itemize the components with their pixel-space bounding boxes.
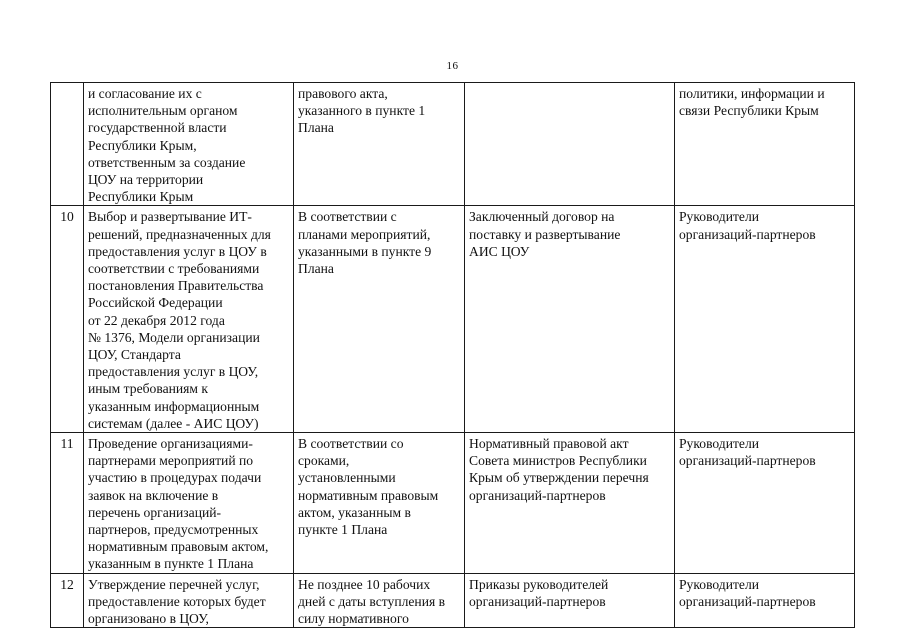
action-cell [84,433,294,574]
responsible-cell [675,433,855,574]
text-line: Руководители [679,576,760,592]
text-line: АИС ЦОУ [469,243,530,259]
table-row [51,206,855,433]
text-line: системам (далее - АИС ЦОУ) [88,415,259,431]
text-line: Руководители [679,209,760,225]
text-line: нормативным правовым актом, [88,539,269,555]
page-number: 16 [446,60,459,72]
text-line: организаций-партнеров [469,487,606,503]
text-line: партнерами мероприятий по [88,453,254,469]
result-cell [465,573,675,628]
text-line: сроками, [298,453,350,469]
action-text [88,208,289,432]
result-text [469,208,670,260]
text-line: Республики Крым [88,189,194,205]
text-line: указанным в пункте 1 Плана [88,556,254,572]
text-line: от 22 декабря 2012 года [88,312,225,328]
table-row [51,83,855,206]
result-text [469,576,670,610]
text-line: актом, указанным в [298,504,411,520]
text-line: Заключенный договор на [469,209,615,225]
text-line: Крым об утверждении перечня [469,470,649,486]
text-line: № 1376, Модели организации [88,329,260,345]
text-line: перечень организаций- [88,504,222,520]
text-line: организовано в ЦОУ, [88,611,209,627]
responsible-cell [675,83,855,206]
responsible-text [679,576,850,610]
text-line: Руководители [679,436,760,452]
text-line: правового акта, [298,86,388,101]
text-line: участию в процедурах подачи [88,470,262,486]
text-line: соответствии с требованиями [88,261,260,277]
responsible-text [679,85,850,119]
deadline-cell [294,433,465,574]
text-line: Не позднее 10 рабочих [298,576,431,592]
action-cell [84,83,294,206]
text-line: Проведение организациями- [88,436,253,452]
text-line: силу нормативного [298,611,409,627]
text-line: дней с даты вступления в [298,593,446,609]
text-line: ответственным за создание [88,154,246,170]
text-line: Выбор и развертывание ИТ- [88,209,252,225]
text-line: ЦОУ на территории [88,172,204,188]
text-line: постановления Правительства [88,278,264,294]
text-line: указанными в пункте 9 [298,243,432,259]
deadline-cell [294,83,465,206]
text-line: установленными [298,470,396,486]
text-line: исполнительным органом [88,103,238,119]
responsible-text [679,208,850,242]
text-line: организаций-партнеров [679,593,816,609]
text-line: Нормативный правовой акт [469,436,629,452]
text-line: государственной власти [88,120,227,136]
deadline-cell [294,573,465,628]
responsible-cell [675,206,855,433]
text-line: предоставления услуг в ЦОУ, [88,364,259,380]
result-cell [465,206,675,433]
text-line: Российской Федерации [88,295,223,311]
text-line: предоставление которых будет [88,593,266,609]
deadline-text [298,576,460,628]
responsible-cell [675,573,855,628]
text-line: решений, предназначенных для [88,226,271,242]
text-line: Совета министров Республики [469,453,647,469]
text-line: и согласование их с [88,86,202,101]
deadline-cell [294,206,465,433]
text-line: планами мероприятий, [298,226,431,242]
text-line: поставку и развертывание [469,226,621,242]
row-number: 12 [51,573,84,628]
plan-table [50,82,855,628]
text-line: заявок на включение в [88,487,219,503]
text-line: Утверждение перечней услуг, [88,576,260,592]
action-text [88,85,289,205]
text-line: Плана [298,261,334,277]
text-line: Республики Крым, [88,137,197,153]
text-line: связи Республики Крым [679,103,819,119]
text-line: Плана [298,120,334,136]
text-line: организаций-партнеров [469,593,606,609]
text-line: указанным информационным [88,398,260,414]
action-text [88,576,289,628]
text-line: партнеров, предусмотренных [88,522,259,538]
text-line: пункте 1 Плана [298,522,388,538]
action-cell [84,573,294,628]
table-row [51,433,855,574]
responsible-text [679,435,850,469]
text-line: указанного в пункте 1 [298,103,426,119]
deadline-text [298,208,460,277]
text-line: В соответствии со [298,436,404,452]
row-number: 11 [51,433,84,574]
text-line: организаций-партнеров [679,226,816,242]
result-text [469,435,670,504]
result-cell [465,83,675,206]
action-cell [84,206,294,433]
text-line: организаций-партнеров [679,453,816,469]
text-line: ЦОУ, Стандарта [88,347,181,363]
row-number [51,83,84,206]
result-cell [465,433,675,574]
text-line: политики, информации и [679,86,825,101]
text-line: предоставления услуг в ЦОУ в [88,243,267,259]
action-text [88,435,289,573]
deadline-text [298,85,460,137]
text-line: нормативным правовым [298,487,439,503]
text-line: иным требованиям к [88,381,209,397]
text-line: Приказы руководителей [469,576,609,592]
row-number: 10 [51,206,84,433]
text-line: В соответствии с [298,209,397,225]
deadline-text [298,435,460,538]
table-row [51,573,855,628]
